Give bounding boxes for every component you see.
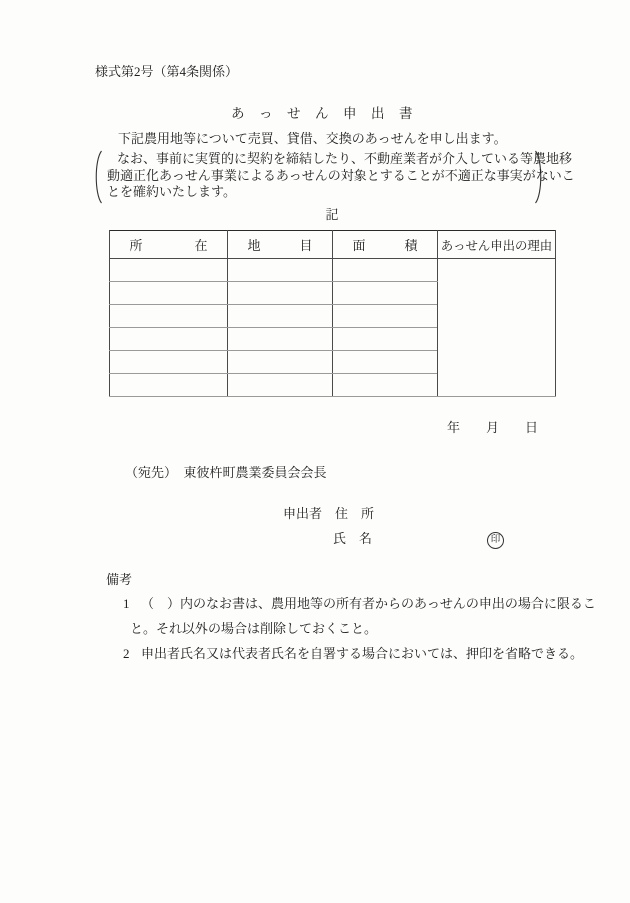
- cell-location: [110, 328, 228, 351]
- cell-area: [333, 305, 438, 328]
- cell-area: [333, 351, 438, 374]
- remark-2-line-1: 申出者氏名又は代表者氏名を自署する場合においては、押印を省略できる。: [141, 646, 584, 661]
- date-line: 年 月 日: [447, 420, 539, 435]
- cell-location: [110, 351, 228, 374]
- parcel-table: [109, 230, 556, 397]
- col-header-location: 所 在: [110, 231, 228, 259]
- cell-location: [110, 374, 228, 397]
- table-row: [110, 259, 556, 282]
- cell-location: [110, 305, 228, 328]
- cell-land-type: [228, 259, 333, 282]
- remark-1-number: 1: [123, 596, 130, 611]
- remark-1-line-1: （ ）内のなお書は、農用地等の所有者からのあっせんの申出の場合に限るこ: [141, 596, 596, 611]
- form-title: あ っ せ ん 申 出 書: [231, 106, 413, 121]
- seal-mark-icon: [487, 532, 504, 549]
- cell-location: [110, 282, 228, 305]
- clause-line-2: 動適正化あっせん事業によるあっせんの対象とすることが不適正な事実がないこ: [107, 167, 575, 183]
- cell-area: [333, 328, 438, 351]
- cell-land-type: [228, 351, 333, 374]
- addressee-line: （宛先） 東彼杵町農業委員会会長: [125, 465, 327, 480]
- applicant-address-label: 申出者 住 所: [283, 506, 375, 521]
- cell-land-type: [228, 282, 333, 305]
- cell-land-type: [228, 328, 333, 351]
- cell-land-type: [228, 305, 333, 328]
- cell-area: [333, 259, 438, 282]
- confirmation-clause: [107, 151, 575, 201]
- cell-area: [333, 282, 438, 305]
- remarks-label: 備考: [106, 572, 133, 587]
- clause-line-1: なお、事前に実質的に契約を締結したり、不動産業者が介入している等農地移: [117, 151, 573, 166]
- cell-location: [110, 259, 228, 282]
- seal-character: 印: [490, 534, 501, 545]
- col-header-reason: あっせん申出の理由: [438, 231, 556, 259]
- col-header-land-type: 地 目: [228, 231, 333, 259]
- intro-sentence: 下記農用地等について売買、貸借、交換のあっせんを申し出ます。: [118, 131, 507, 146]
- record-heading: 記: [325, 207, 339, 222]
- cell-reason-merged: [438, 259, 556, 397]
- applicant-name-label: 氏 名: [333, 531, 373, 546]
- cell-land-type: [228, 374, 333, 397]
- clause-line-3: とを確約いたします。: [107, 184, 236, 199]
- form-number: 様式第2号（第4条関係）: [95, 64, 239, 79]
- remark-1-line-2: と。それ以外の場合は削除しておくこと。: [130, 621, 378, 636]
- table-header-row: [110, 231, 556, 259]
- col-header-area: 面 積: [333, 231, 438, 259]
- remark-2-number: 2: [123, 646, 130, 661]
- large-left-paren-glyph: [91, 150, 103, 204]
- cell-area: [333, 374, 438, 397]
